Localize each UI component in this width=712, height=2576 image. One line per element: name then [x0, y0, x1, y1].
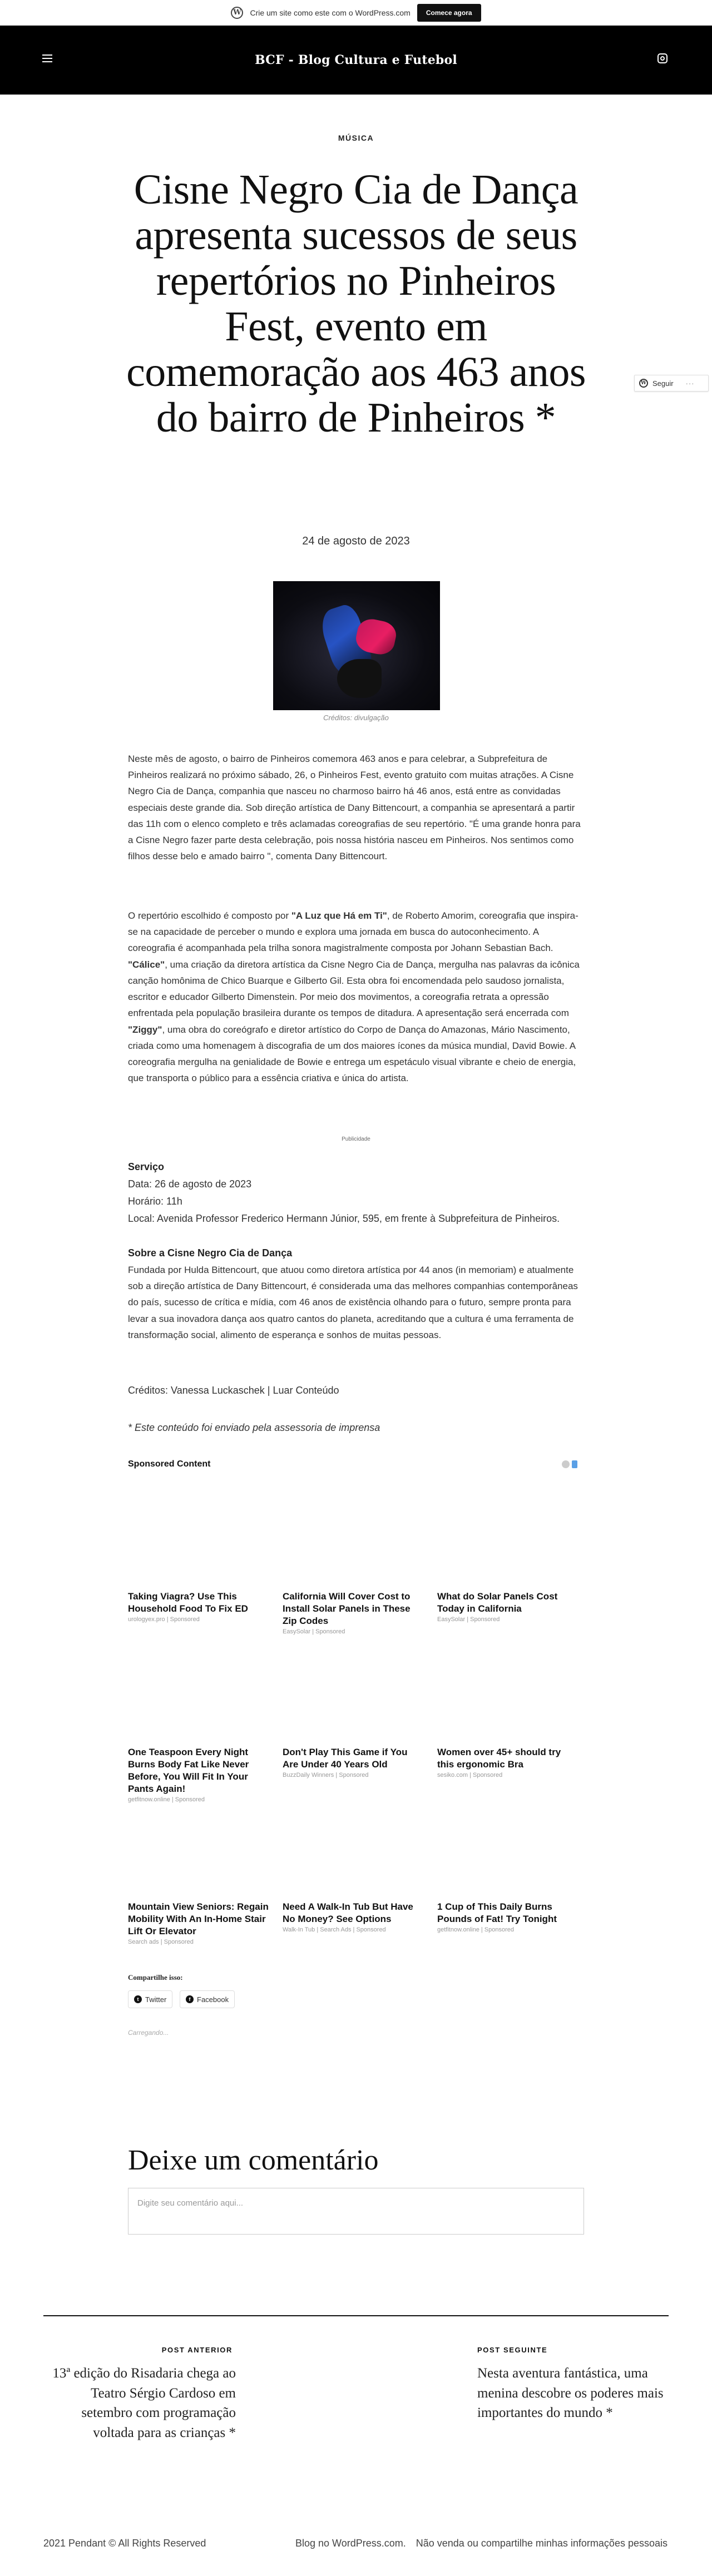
post-date[interactable]: 24 de agosto de 2023	[302, 535, 410, 547]
ad-source: getfitnow.online | Sponsored	[437, 1926, 515, 1934]
wordpress-banner	[0, 0, 712, 26]
ad-source: EasySolar | Sponsored	[437, 1616, 500, 1623]
servico-section	[128, 1158, 584, 1227]
sponsored-ad[interactable]	[128, 1746, 270, 1803]
footer-blog-link[interactable]: Blog no WordPress.com.	[295, 2538, 406, 2549]
next-post-link[interactable]: Nesta aventura fantástica, uma menina descobre os poderes mais importantes do mundo *	[477, 2366, 664, 2420]
follow-button[interactable]: Seguir	[652, 379, 674, 388]
press-notice: * Este conteúdo foi enviado pela assessoria de imprensa	[128, 1422, 380, 1433]
wordpress-logo-icon: W	[231, 7, 243, 19]
servico-horario: Horário: 11h	[128, 1195, 182, 1207]
paragraph-intro-text: Neste mês de agosto, o bairro de Pinheiros comemora 463 anos e para celebrar, a Subprefeitura de Pinheiros realizará no próximo sábado, 26, o Pinheiros Fest, evento gratuito com muitas atrações. A Cisne Negro Cia de Dança, companhia que nasceu no charmoso bairro há 46 anos, está entre as convidadas especiais deste grande dia. Sob direção artística de Dany Bittencourt, a companhia se apresentará a partir das 11h com o elenco completo e três aclamadas coreografias de seu repertório. "É uma grande honra para a Cisne Negro fazer parte desta celebração, pois nossa história nasceu em Pinheiros. Nos sentimos como filhos desse belo e amado bairro ", comenta Dany Bittencourt.	[128, 754, 581, 862]
footer-privacy-link[interactable]: Não venda ou compartilhe minhas informações pessoais	[416, 2538, 668, 2549]
ad-title[interactable]: Don't Play This Game if You Are Under 40 Years Old	[283, 1747, 408, 1770]
share-twitter-button[interactable]	[128, 1990, 172, 2008]
sponsored-ad[interactable]	[283, 1901, 425, 1933]
repertoire-text-d: , uma obra do coreógrafo e diretor artístico do Corpo de Dança do Amazonas, Mário Nascimento, criada como uma homenagem à discografia de um dos maiores ícones da música mundial, David Bowie. A coreografia mergulha na genialidade de Bowie e entrega um espetáculo visual vibrante e cheio de energia, que transporta o público para a essência criativa e única do artista.	[128, 1024, 576, 1084]
share-twitter-label: Twitter	[145, 1995, 167, 2004]
comment-input[interactable]: Digite seu comentário aqui...	[128, 2188, 584, 2235]
ad-label: Publicidade	[342, 1136, 370, 1142]
sobre-heading: Sobre a Cisne Negro Cia de Dança	[128, 1247, 293, 1259]
servico-local: Local: Avenida Professor Frederico Hermann Júnior, 595, em frente à Subprefeitura de Pinheiros.	[128, 1212, 560, 1224]
ad-title[interactable]: One Teaspoon Every Night Burns Body Fat Like Never Before, You Will Fit In Your Pants Again!	[128, 1747, 249, 1795]
featured-dance-photo	[273, 581, 440, 710]
ad-title[interactable]: Mountain View Seniors: Regain Mobility With An In-Home Stair Lift Or Elevator	[128, 1901, 269, 1937]
post-title: Cisne Negro Cia de Dança apresenta sucessos de seus repertórios no Pinheiros Fest, evento em comemoração aos 463 anos do bairro de Pinheiros *	[126, 166, 586, 442]
wordpress-icon: W	[639, 379, 648, 388]
ad-title[interactable]: What do Solar Panels Cost Today in California	[437, 1591, 558, 1614]
sponsored-ad[interactable]	[437, 1746, 580, 1779]
start-now-button[interactable]: Comece agora	[417, 4, 481, 22]
ad-source: BuzzDaily Winners | Sponsored	[283, 1772, 369, 1779]
paragraph-intro	[128, 751, 584, 865]
image-caption: Créditos: divulgação	[323, 714, 389, 722]
ad-source: sesiko.com | Sponsored	[437, 1772, 503, 1779]
twitter-icon: t	[134, 1995, 142, 2003]
ad-title[interactable]: Need A Walk-In Tub But Have No Money? See Options	[283, 1901, 413, 1925]
ad-title[interactable]: 1 Cup of This Daily Burns Pounds of Fat! Try Tonight	[437, 1901, 557, 1925]
ad-choices-icon[interactable]	[562, 1460, 584, 1468]
ad-title[interactable]: Women over 45+ should try this ergonomic Bra	[437, 1747, 561, 1770]
sponsored-ad[interactable]	[128, 1591, 270, 1623]
more-options-icon[interactable]: ···	[685, 379, 695, 388]
post-category[interactable]: MÚSICA	[338, 133, 374, 142]
credits: Créditos: Vanessa Luckaschek | Luar Conteúdo	[128, 1385, 339, 1396]
site-title[interactable]: BCF - Blog Cultura e Futebol	[255, 53, 457, 67]
prev-post-label: POST ANTERIOR	[161, 2346, 233, 2354]
hamburger-menu-icon[interactable]	[42, 55, 52, 62]
comment-heading: Deixe um comentário	[128, 2144, 379, 2176]
next-post-label: POST SEGUINTE	[477, 2346, 548, 2354]
sponsored-ad[interactable]	[437, 1901, 580, 1933]
sponsored-ad[interactable]	[128, 1901, 270, 1945]
ad-source: urologyex.pro | Sponsored	[128, 1616, 200, 1623]
instagram-icon[interactable]	[657, 53, 668, 63]
footer-links	[295, 2538, 668, 2549]
wordpress-banner-text: Crie um site como este com o WordPress.com	[250, 8, 411, 17]
ad-source: Search ads | Sponsored	[128, 1939, 194, 1946]
divider	[43, 2315, 669, 2316]
repertoire-bold-a: "A Luz que Há em Ti"	[291, 910, 387, 921]
sponsored-ad[interactable]	[437, 1591, 580, 1623]
share-facebook-button[interactable]	[180, 1990, 235, 2008]
follow-widget[interactable]	[634, 375, 709, 392]
repertoire-text-b: , de Roberto Amorim, coreografia que inspira-se na capacidade de perceber o mundo e explora uma jornada em busca do autoconhecimento. A coreografia é acompanhada pela trilha sonora magistralmente composta por Johann Sebastian Bach.	[128, 910, 578, 954]
share-heading: Compartilhe isso:	[128, 1973, 183, 1981]
sponsored-ad[interactable]	[283, 1746, 425, 1779]
repertoire-text-c: , uma criação da diretora artística da Cisne Negro Cia de Dança, mergulha nas palavras da icônica canção homônima de Chico Buarque e Gilberto Gil. Esta obra foi encomendada pelo saudoso jornalista, escritor e educador Gilberto Dimenstein. Por meio dos movimentos, a coreografia retrata a opressão enfrentada pela população brasileira durante os tempos de ditadura. A apresentação será encerrada com	[128, 959, 580, 1019]
sponsored-heading: Sponsored Content	[128, 1459, 211, 1469]
paragraph-repertoire	[128, 908, 584, 1087]
site-header	[0, 26, 712, 95]
ad-title[interactable]: Taking Viagra? Use This Household Food To Fix ED	[128, 1591, 248, 1614]
servico-heading: Serviço	[128, 1161, 165, 1172]
repertoire-bold-b: "Cálice"	[128, 959, 165, 970]
sobre-text: Fundada por Hulda Bittencourt, que atuou como diretora artística por 44 anos (in memoriam) e atualmente sob a direção artística de Dany Bittencourt, é considerada uma das melhores companhias contemporâneas do país, sucesso de crítica e mídia, com 46 anos de existência olhando para o futuro, sempre pronta para levar a sua inovadora dança aos quatro cantos do planeta, acreditando que a cultura é uma ferramenta de transformação social, alimento de esperança e sonhos de muitas pessoas.	[128, 1264, 578, 1340]
repertoire-bold-c: "Ziggy"	[128, 1024, 162, 1035]
footer-copyright: 2021 Pendant © All Rights Reserved	[43, 2538, 206, 2549]
share-facebook-label: Facebook	[197, 1995, 229, 2004]
sobre-section	[128, 1245, 584, 1343]
sponsored-ad[interactable]	[283, 1591, 425, 1635]
facebook-icon: f	[186, 1995, 194, 2003]
ad-source: EasySolar | Sponsored	[283, 1628, 345, 1636]
prev-post-link[interactable]: 13ª edição do Risadaria chega ao Teatro Sérgio Cardoso em setembro com programação voltada para as crianças *	[52, 2366, 236, 2440]
ad-source: getfitnow.online | Sponsored	[128, 1796, 205, 1804]
loading-text: Carregando...	[128, 2029, 169, 2037]
ad-title[interactable]: California Will Cover Cost to Install Solar Panels in These Zip Codes	[283, 1591, 411, 1627]
repertoire-text-a: O repertório escolhido é composto por	[128, 910, 291, 921]
servico-data: Data: 26 de agosto de 2023	[128, 1178, 252, 1190]
ad-source: Walk-In Tub | Search Ads | Sponsored	[283, 1926, 386, 1934]
